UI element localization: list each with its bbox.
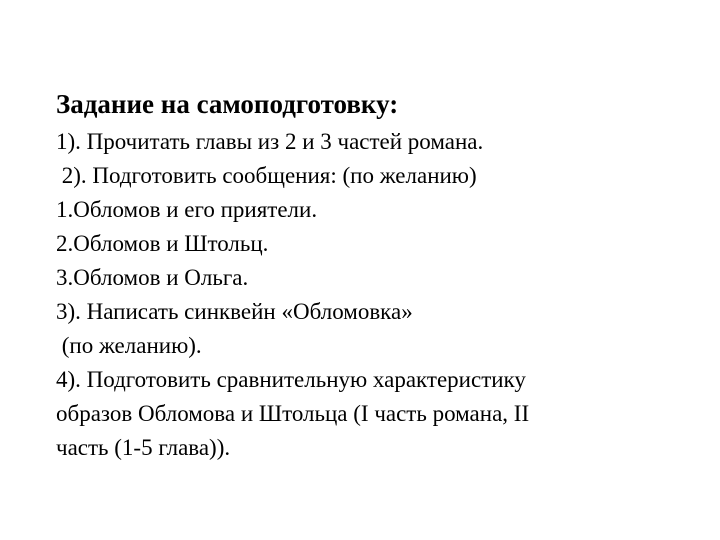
assignment-line: 2). Подготовить сообщения: (по желанию)	[56, 163, 477, 188]
assignment-list	[56, 125, 706, 465]
assignment-line: (по желанию).	[56, 333, 202, 358]
assignment-line: 1.Обломов и его приятели.	[56, 197, 318, 222]
assignment-line: часть (1-5 глава)).	[56, 435, 231, 460]
assignment-line: 4). Подготовить сравнительную характеристику	[56, 367, 526, 392]
assignment-line: 2.Обломов и Штольц.	[56, 231, 269, 256]
assignment-line: 3). Написать синквейн «Обломовка»	[56, 299, 413, 324]
slide-title: Задание на самоподготовку:	[56, 89, 399, 119]
assignment-line: образов Обломова и Штольца (I часть романа, II	[56, 401, 530, 426]
assignment-line: 1). Прочитать главы из 2 и 3 частей романа.	[56, 129, 484, 154]
assignment-line: 3.Обломов и Ольга.	[56, 265, 249, 290]
